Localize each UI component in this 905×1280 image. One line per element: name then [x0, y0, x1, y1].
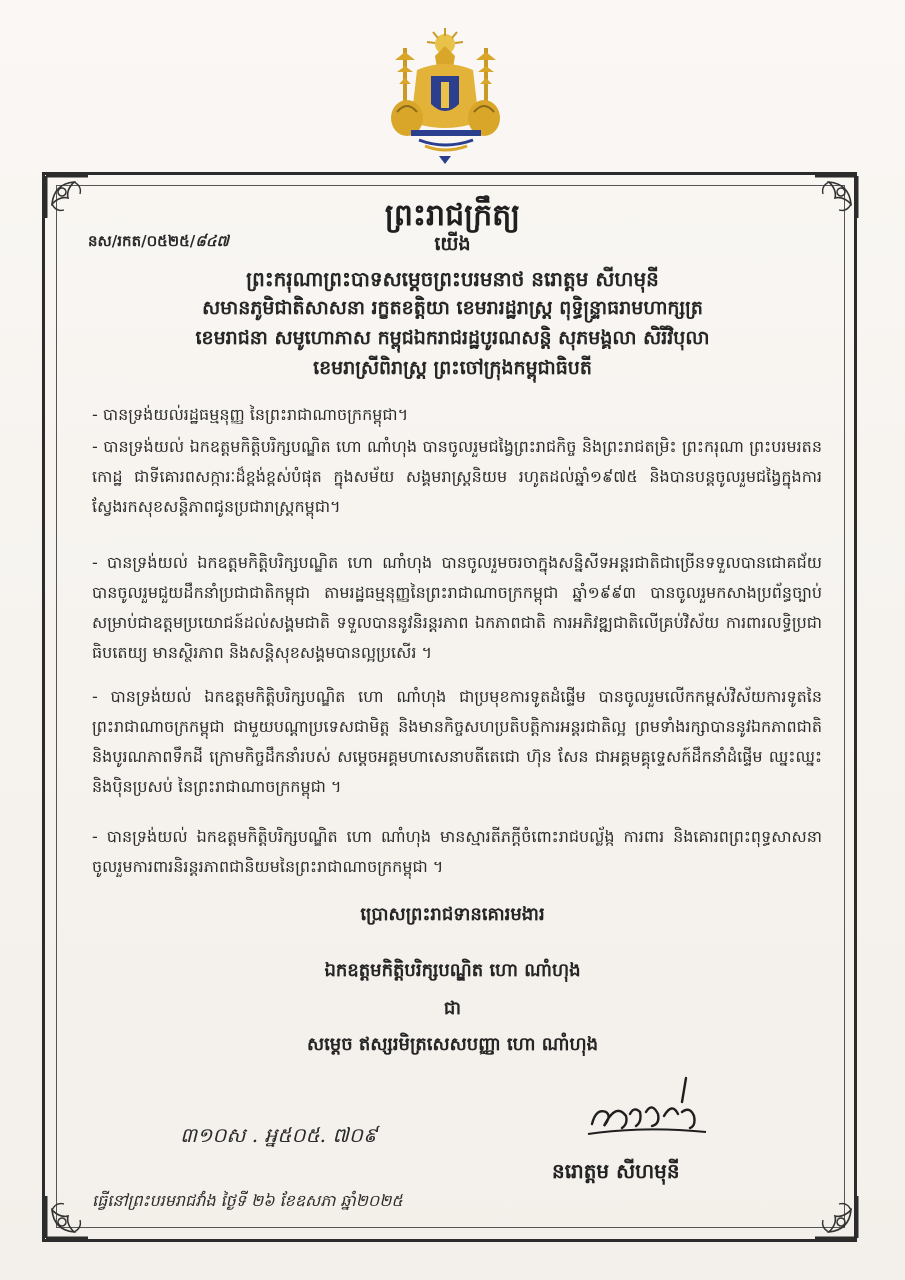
paragraph-text: - បានទ្រង់យល់ ឯកឧត្តមកិត្តិបរិក្សបណ្ឌិត ហោ ណាំហុង បានចូលរួមជង្វៃព្រះរាជកិច្ច និងព្រះរាជតម្រិះ ព្រះករុណា ព្រះបរមរតនកោដ្ឋ ជាទីគោរពសក្ការៈដ៏ខ្ពង់ខ្ពស់បំផុត ក្នុងសម័យ សង្គមរាស្ត្រនិយម រហូតដល់ឆ្នាំ១៩៧៥ និងបានបន្តចូលរួមជង្វៃក្នុងការស្វែងរកសុខសន្តិភាពជូនប្រជារាស្ត្រកម្ពុជា។	[92, 437, 822, 516]
corner-ornament-icon	[44, 1194, 90, 1240]
as-connector: ជា	[443, 998, 462, 1019]
paragraph-text: - បានទ្រង់យល់ ឯកឧត្តមកិត្តិបរិក្សបណ្ឌិត ហោ ណាំហុង ជាប្រមុខការទូតដំផ្ទើម បានចូលរួមលើកកម្ពស់វិស័យការទូតនៃព្រះរាជាណាចក្រកម្ពុជា ជាមួយបណ្តាប្រទេសជាមិត្ត និងមានកិច្ចសហប្រតិបត្តិការអន្តរជាតិល្អ ព្រមទាំងរក្សាបាននូវឯកភាពជាតិ និងបូរណភាពទឹកដី ក្រោមកិច្ចដឹកនាំរបស់ សម្តេចអគ្គមហាសេនាបតីតេជោ ហ៊ុន សែន ជាអគ្គមគ្គុទ្ទេសក៍ដឹកនាំដំផ្ទើម ឈ្នះឈ្នះ និងប៉ិនប្រសប់ នៃព្រះរាជាណាចក្រកម្ពុជា ។	[92, 687, 822, 796]
royal-coat-of-arms-icon	[383, 26, 508, 166]
king-title-line: សមានភូមិជាតិសាសនា រក្ខតខត្តិយា ខេមរារដ្ឋរាស្ត្រ ពុទ្ធិន្ទ្រាធរាមហាក្សត្រ	[202, 297, 703, 319]
recipient-new-title: សម្តេច ឥស្សរមិត្រសេសបញ្ញា ហោ ណាំហុង	[306, 1034, 599, 1055]
paragraph-text: - បានទ្រង់យល់រដ្ឋធម្មនុញ្ញ នៃព្រះរាជាណាចក្រកម្ពុជា។	[92, 405, 409, 424]
reference-number-handwritten: ៨៤៧	[195, 232, 229, 250]
decree-statement: ប្រោសព្រះរាជទានគោរមងារ	[360, 904, 545, 925]
recipient-current-title: ឯកឧត្តមកិត្តិបរិក្សបណ្ឌិត ហោ ណាំហុង	[324, 960, 581, 981]
king-title-line: ព្រះករុណាព្រះបាទសម្តេចព្រះបរមនាថ នរោត្តម សីហមុនី	[246, 267, 659, 291]
signer-name: នរោត្តម សីហមុនី	[552, 1159, 680, 1183]
reference-number-printed: នស/រកត/០៥២៥/	[88, 232, 196, 250]
registration-number: ៣១០ស . អ្ន៥០៥. ៧០៩	[180, 1123, 378, 1147]
preamble-paragraph	[92, 432, 822, 522]
issuance-date: ធ្វើនៅព្រះបរមរាជវាំង ថ្ងៃទី ២៦ ខែឧសភា ឆ្នាំ២០២៥	[92, 1191, 403, 1210]
corner-ornament-icon	[813, 1194, 859, 1240]
preamble-paragraph	[92, 822, 822, 882]
preamble-paragraph	[92, 548, 822, 668]
king-title-line: ខេមរាស្រីពិរាស្ត្រ ព្រះចៅក្រុងកម្ពុជាធិបតី	[313, 357, 592, 379]
preamble-paragraph	[92, 400, 822, 430]
paragraph-text: - បានទ្រង់យល់ ឯកឧត្តមកិត្តិបរិក្សបណ្ឌិត ហោ ណាំហុង បានចូលរួមចរចាក្នុងសន្និសីទអន្តរជាតិជាច្រើនទទួលបានជោគជ័យ បានចូលរួមជួយដឹកនាំប្រជាជាតិកម្ពុជា តាមរដ្ឋធម្មនុញ្ញនៃព្រះរាជាណាចក្រកម្ពុជា ឆ្នាំ១៩៩៣ បានចូលរួមកសាងប្រព័ន្ធច្បាប់សម្រាប់ជាឧត្តមប្រយោជន៍ដល់សង្គមជាតិ ទទួលបាននូវនិរន្តរភាព ឯកភាពជាតិ ការអភិវឌ្ឍជាតិលើគ្រប់វិស័យ ការពារលទ្ធិប្រជាធិបតេយ្យ មានស្ថិរភាព និងសន្តិសុខសង្គមបានល្អប្រសើរ ។	[92, 553, 822, 662]
royal-we: យើង	[434, 233, 471, 255]
king-title-line: ខេមរាជនា សមូហោភាស កម្ពុជឯករាជរដ្ឋបូរណសន្តិ សុភមង្គលា សិរីវិបុលា	[195, 327, 710, 349]
document-title: ព្រះរាជក្រឹត្យ	[384, 198, 521, 233]
royal-signature	[582, 1072, 712, 1142]
preamble-paragraph	[92, 682, 822, 802]
paragraph-text: - បានទ្រង់យល់ ឯកឧត្តមកិត្តិបរិក្សបណ្ឌិត ហោ ណាំហុង មានស្មារតីភក្តីចំពោះរាជបល្ល័ង្ក ការពារ និងគោរពព្រះពុទ្ធសាសនា ចូលរួមការពារនិរន្តរភាពជានិយមនៃព្រះរាជាណាចក្រកម្ពុជា ។	[92, 827, 823, 876]
